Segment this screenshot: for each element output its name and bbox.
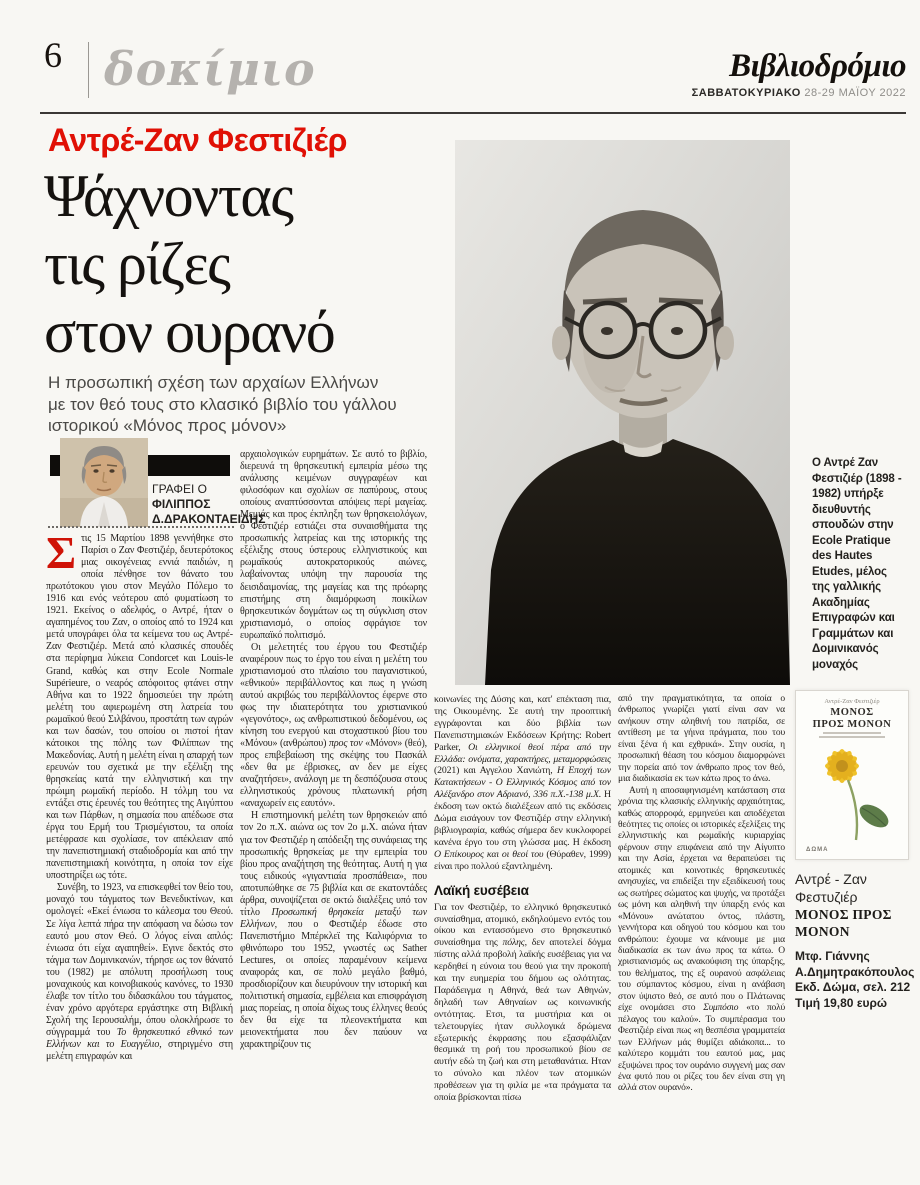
book-publisher: Εκδ. Δώμα, σελ. 212 bbox=[795, 980, 911, 994]
byline-prefix: ΓΡΑΦΕΙ Ο bbox=[152, 482, 207, 496]
page-number: 6 bbox=[44, 35, 62, 75]
article-column-3 bbox=[434, 694, 611, 1166]
subtitle-line-3: ιστορικού «Μόνος προς μόνον» bbox=[48, 416, 287, 435]
dateline bbox=[560, 86, 906, 100]
dateline-day: ΣΑΒΒΑΤΟΚΥΡΙΑΚΟ bbox=[691, 87, 801, 99]
title-line-1: Ψάχνοντας bbox=[44, 163, 293, 229]
book-translator-2: Α.Δημητρακόπουλος bbox=[795, 964, 915, 979]
masthead-title: Βιβλιοδρόμιο bbox=[729, 48, 906, 84]
book-caption bbox=[795, 870, 915, 1011]
byline-name-1: ΦΙΛΙΠΠΟΣ bbox=[152, 497, 211, 511]
header-rule bbox=[40, 112, 906, 114]
cover-subtitle-line bbox=[819, 736, 885, 738]
title-line-3: στον ουρανό bbox=[44, 299, 335, 365]
book-cover-author: Αντρέ-Ζαν Φεστιζιέρ bbox=[824, 698, 880, 705]
book-cover-title: ΜΟΝΟΣ ΠΡΟΣ ΜΟΝΟΝ bbox=[812, 707, 892, 730]
article-kicker: Αντρέ-Ζαν Φεστιζιέρ bbox=[48, 122, 347, 158]
column-3-top: κοινωνίες της Δύσης και, κατ' επέκταση πια, της Οικουμένης. Σε αυτή την προοπτική εγγράφονται και δύο βιβλία των Πανεπιστημιακών Εκδόσεων Κρήτης: Robert Parker, Οι ελληνικοί θεοί πέρα από την Ελλάδα: ονόματα, χαρακτήρες, μεταμορφώσεις (2021) και Αγγελου Χανιώτη, Η Εποχή των Κατακτήσεων - Ο Ελληνικός Κόσμος από τον Αλέξανδρο στον Αδριανό, 336 π.Χ.-138 μ.Χ. Η έκδοση των οκτώ διαλέξεων από τις εκδόσεις Δώμα εισάγουν τον Φεστιζιέρ στην ελληνική βιβλιογραφία, καθώς σήμερα δεν κυκλοφορεί κανένα έργο του στη γλώσσα μας. Η έκδοση Ο Επίκουρος και οι θεοί του (Θύραθεν, 1999) είναι προ πολλού εξαντλημένη. bbox=[434, 694, 611, 872]
cover-subtitle-line bbox=[823, 732, 881, 734]
article-subtitle bbox=[48, 372, 468, 437]
byline-rule bbox=[48, 522, 234, 528]
article-column-4: από την πραγματικότητα, τα οποία ο άνθρωπος γνωρίζει γιατί είναι σαν να ανήκουν στην αληθινή του πατρίδα, σε αντίθεση με τα γήινα πράγματα, που του είναι ξένα ή και εχθρικά». Στην ουσία, η προσωπική θέαση του κόσμου διαμορφώνει την πορεία από τον άνθρωπο προς τον θεό, μια διαδικασία εκ των κάτω προς το άνω. Αυτή η αποσαφηνισμένη κατάσταση στα χρόνια της κλασικής ελληνικής αρχαιότητας, καθώς απορροφά, ερμηνεύει και αποδέχεται θεότητες τις οποίες οι ιστορικές εξελίξεις της ελληνιστικής και ρωμαϊκής κυριαρχίας φέρνουν στην επιφάνεια από την Αίγυπτο και την Ασία, έρχεται να θεραπεύσει τις ατομικές και κοινοτικές θρησκευτικές ανησυχίες, να επιδείξει την εξειδίκευσή τους ως σωτήρες σώματος και ψυχής, να προτάξει ως μόνη και αληθινή την ύπαρξη ενός και «Μόνου» ανώτατου όντος, πλάστη, γεννήτορα και οδηγού του κόσμου και του ανθρώπου: έχουμε να κάνουμε με μια διαδικασία εκ των άνω προς τα κάτω. Ο χριστιανισμός ως ανακούφιση της ύπαρξης, του θελήματος, της εξ ουρανού ασφάλειας του σύμπαντος κόσμου, είναι η ανάβαση στον ύψιστο θεό, σε αυτό που ο Πλάτωνας είχε ονομάσει στο Συμπόσιο «το πολύ πέλαγος του καλού». Το συμπέρασμα του Φεστιζιέρ είναι πως «η θεσπέσια γραμματεία των Ελλήνων μάς θυμίζει αδιάκοπα... το καλύτερο κομμάτι του εαυτού μας, μας εξυψώνει προς τον ουράνιο συγγενή μας σαν ένα φυτό που οι ρίζες του δεν είναι στη γη αλλά στον ουρανό». bbox=[618, 694, 785, 1094]
article-column-1: Στις 15 Μαρτίου 1898 γεννήθηκε στο Παρίσι ο Ζαν Φεστιζιέρ, δευτερότοκος μιας οικογένειας εννιά παιδιών, η οποία πένθησε τον θάνατο του πρωτότοκου γιου στον Μεγάλο Πόλεμο το 1916 και ενός νεότερου από φυματίωση το 1921. Εκείνος ο αδελφός, ο Αντρέ, ήταν ο αγαπημένος του Ζαν, ο οποίος από το 1924 και μετά υπογράφει όλα τα κείμενα του ως Αντρέ-Ζαν Φεστιζιέρ. Μετά από κλασικές σπουδές στα περίφημα λύκεια Condorcet και Louis-le Grand, καθώς και στην Ecole Normale Supérieure, ο νεαρός απόφοιτος φτάνει στην Αθήνα και το 1922 δημοσιεύει την πρώτη μελέτη του αφιερωμένη στη λατρεία του ρωμαϊκού θεού Σιλβάνου, προστάτη των αγρών και των δασών, του οποίου οι πιστοί ήταν κάτοικοι της πόλης των Φιλίππων της Μακεδονίας. Αυτή η μελέτη είναι η απαρχή των ερευνών του σχετικά με την εξέλιξη της θρησκείας κατά την ελληνιστική και την πρώιμη ρωμαϊκή περίοδο. Η τόλμη του να εντάξει στις έρευνές του θεότητες της Αιγύπτου και των Πάρθων, η σημασία που απέδωσε στα έργα του Ερμή του Τρισμέγιστου, τα οποία μετέφρασε και σχολίασε, τον απέκλειαν από την πανεπιστημιακή σταδιοδρομία και από την πανεπιστημιακή κοινότητα, η οποία τον είχε υποστηρίξει ως τότε. Συνέβη, το 1923, να επισκεφθεί τον θείο του, μοναχό του τάγματος των Βενεδικτίνων, και ομολογεί: «Εκεί ένιωσα το κάλεσμα του Θεού. Σε λίγα λεπτά πήρα την απόφαση να δώσω τον εαυτό μου στον Θεό. Ο λόγος είναι απλός: ένιωσα ότι είχα αγαπηθεί». Εγινε δεκτός στο τάγμα των Δομινικανών, τήρησε ως τον θάνατό του (1982) με απόλυτη προσήλωση τους μοναχικούς και κοινοβιακούς κανόνες, το 1930 έλαβε τον τίτλο του διδασκάλου του τάγματος, έναν χρόνο αργότερα εργάστηκε στη Βιβλική Σχολή της Ιερουσαλήμ, όπου ολοκλήρωσε το σύγγραμμά του Το θρησκευτικό εθνικό των Ελλήνων και το Ευαγγέλιο, στηριγμένο στη μελέτη επιγραφών και bbox=[46, 533, 233, 1063]
article-title bbox=[44, 162, 464, 366]
article-column-2: αρχαιολογικών ευρημάτων. Σε αυτό το βιβλίο, διερευνά τη θρησκευτική εμπειρία μέσω της ανάλυσης κειμένων συγγραφέων και φιλοσόφων και σχολίων σε παπύρους, στους οποίους αναπτύσσονται απόψεις περί μαγείας. Μεμιάς και προς έκπληξη των θρησκειολόγων, ο Φεστιζιέρ εστιάζει στα συναισθήματα της προσωπικής λατρείας και της ιστορικής της εξέλιξης στους ύστερους ελληνιστικούς και ρωμαϊκούς αυτοκρατορικούς αιώνες, λαβαίνοντας υπόψη την παρουσία της δεισιδαιμονίας, της μαγείας και της πρόωρης επιστήμης στη διαμόρφωση ποικίλων θρησκευτικών δογμάτων ως τη σύγκλιση στον χριστιανισμό, ο οποίος σφράγισε τον ευρωπαϊκό πολιτισμό. Οι μελετητές του έργου του Φεστιζιέρ αναφέρουν πως το έργο του είναι η μελέτη του χριστιανισμού στο πλαίσιο του παγανιστικού, «εθνικού» περιβάλλοντος και πως η γνώση αυτού ακριβώς του περιβάλλοντος έφερνε στο φως την ιδιαιτερότητα του χριστιανικού «γεγονότος», ως ανθρωπιστικού δεδομένου, ως κίνηση του ενεργού και στοχαστικού βίου του «Μόνου» (ανθρώπου) προς τον «Μόνον» (θεό), προς επιβεβαίωση της σκέψης του Πασκάλ «δεν θα με έβρισκες, αν δεν με είχες αναζητήσει», ανάλογη με τη δεσπόζουσα στους ελληνιστικούς χρόνους πλατωνική ρήση «αναχωρείν εις εαυτόν». Η επιστημονική μελέτη των θρησκειών από τον 2ο π.Χ. αιώνα ως τον 2ο μ.Χ. αιώνα ήταν για τον Φεστιζιέρ η απόδειξη της συνάφειας της προσωπικής θρησκείας με την εμπειρία του βίου προς αναζήτηση της θεότητας. Αυτή η για τους ειδικούς «γιγαντιαία προσπάθεια», που αποτυπώθηκε σε 75 βιβλία και σε εκατοντάδες άρθρα, συνοψίζεται σε οκτώ διαλέξεις υπό τον τίτλο Προσωπική θρησκεία μεταξύ των Ελλήνων, που ο Φεστιζιέρ έδωσε στο Πανεπιστήμιο Μπέρκλεϊ της Καλιφόρνια το φθινόπωρο του 1952, γνωστές ως Sather Lectures, οι οποίες παραμένουν κείμενα αναφοράς και, σε πολύ μεγάλο βαθμό, προσδιορίζουν και διευρύνουν την ιστορική και πολιτιστική σημασία, εμβέλεια και επισφράγιση μιας πορείας, η οποία δίχως τους έλληνες θεούς δεν θα είχε τα πλεονεκτήματα και μειονεκτήματα που δεν παύουν να χαρακτηρίζουν τις bbox=[240, 449, 427, 1051]
book-caption-title: ΜΟΝΟΣ ΠΡΟΣ ΜΟΝΟΝ bbox=[795, 907, 892, 939]
book-price: Τιμή 19,80 ευρώ bbox=[795, 995, 888, 1010]
portrait-photo bbox=[455, 140, 790, 685]
portrait-caption: Ο Αντρέ Ζαν Φεστιζιέρ (1898 - 1982) υπήρξε διευθυντής σπουδών στην Ecole Pratique des Hautes Etudes, μέλος της γαλλικής Ακαδημίας Επιγραφών και Γραμμάτων και Δομινικανός μοναχός bbox=[812, 457, 902, 671]
subtitle-line-2: με τον θεό τους στο κλασικό βιβλίο του γάλλου bbox=[48, 394, 397, 414]
drop-cap: Σ bbox=[46, 533, 76, 578]
dateline-date: 28-29 ΜΑΪΟΥ 2022 bbox=[804, 87, 906, 99]
book-cover-publisher: ΔΩΜΑ bbox=[806, 847, 829, 853]
title-line-2: τις ρίζες bbox=[44, 231, 230, 297]
book-caption-author: Αντρέ - Ζαν Φεστυζιέρ bbox=[795, 871, 867, 905]
byline-name-2: Δ.ΔΡΑΚΟΝΤΑΕΙΔΗΣ bbox=[152, 512, 266, 526]
flower-illustration bbox=[802, 740, 902, 844]
article-subhead: Λαϊκή ευσέβεια bbox=[434, 882, 529, 898]
book-translator-1: Μτφ. Γιάννης bbox=[795, 949, 870, 963]
book-cover bbox=[795, 690, 909, 860]
book-caption-meta bbox=[795, 949, 915, 1011]
author-photo bbox=[60, 438, 148, 527]
column-3-bottom: Για τον Φεστιζιέρ, το ελληνικό θρησκευτικό συναίσθημα, ατομικό, εκδηλούμενο εντός του οίκου και εντασσόμενο στο θρησκευτικό συναίσθημα της πόλης, δεν αποτελεί δόγμα πίστης αλλά προβολή λαϊκής ευσέβειας για να κερδηθεί η εύνοια του θεού για την προκοπή και την ευημερία του δήμου ως ολότητας. Παράδειγμα η Αθηνά, θεά των Αθηνών, δηλαδή των Αθηναίων ως κοινωνικής οντότητας. Ετσι, τα μυστήρια και οι τελετουργίες ήταν συλλογικά δρώμενα εξωτερικής έκφρασης που εξασφάλιζαν θεσμικά τη ροή του προσωπικού βίου σε αυτήν εδώ τη ζωή και στη μεταθανάτια. Ηταν το σύνολο και πλέον των ατομικών προθέσεων για τη φιλία με «τα πράγματα τα οποία βρίσκονται πίσω bbox=[434, 901, 611, 1104]
masthead-block bbox=[560, 48, 906, 100]
subtitle-line-1: Η προσωπική σχέση των αρχαίων Ελλήνων bbox=[48, 373, 379, 392]
section-title: δοκίμιο bbox=[104, 42, 316, 96]
header-divider bbox=[88, 42, 89, 98]
